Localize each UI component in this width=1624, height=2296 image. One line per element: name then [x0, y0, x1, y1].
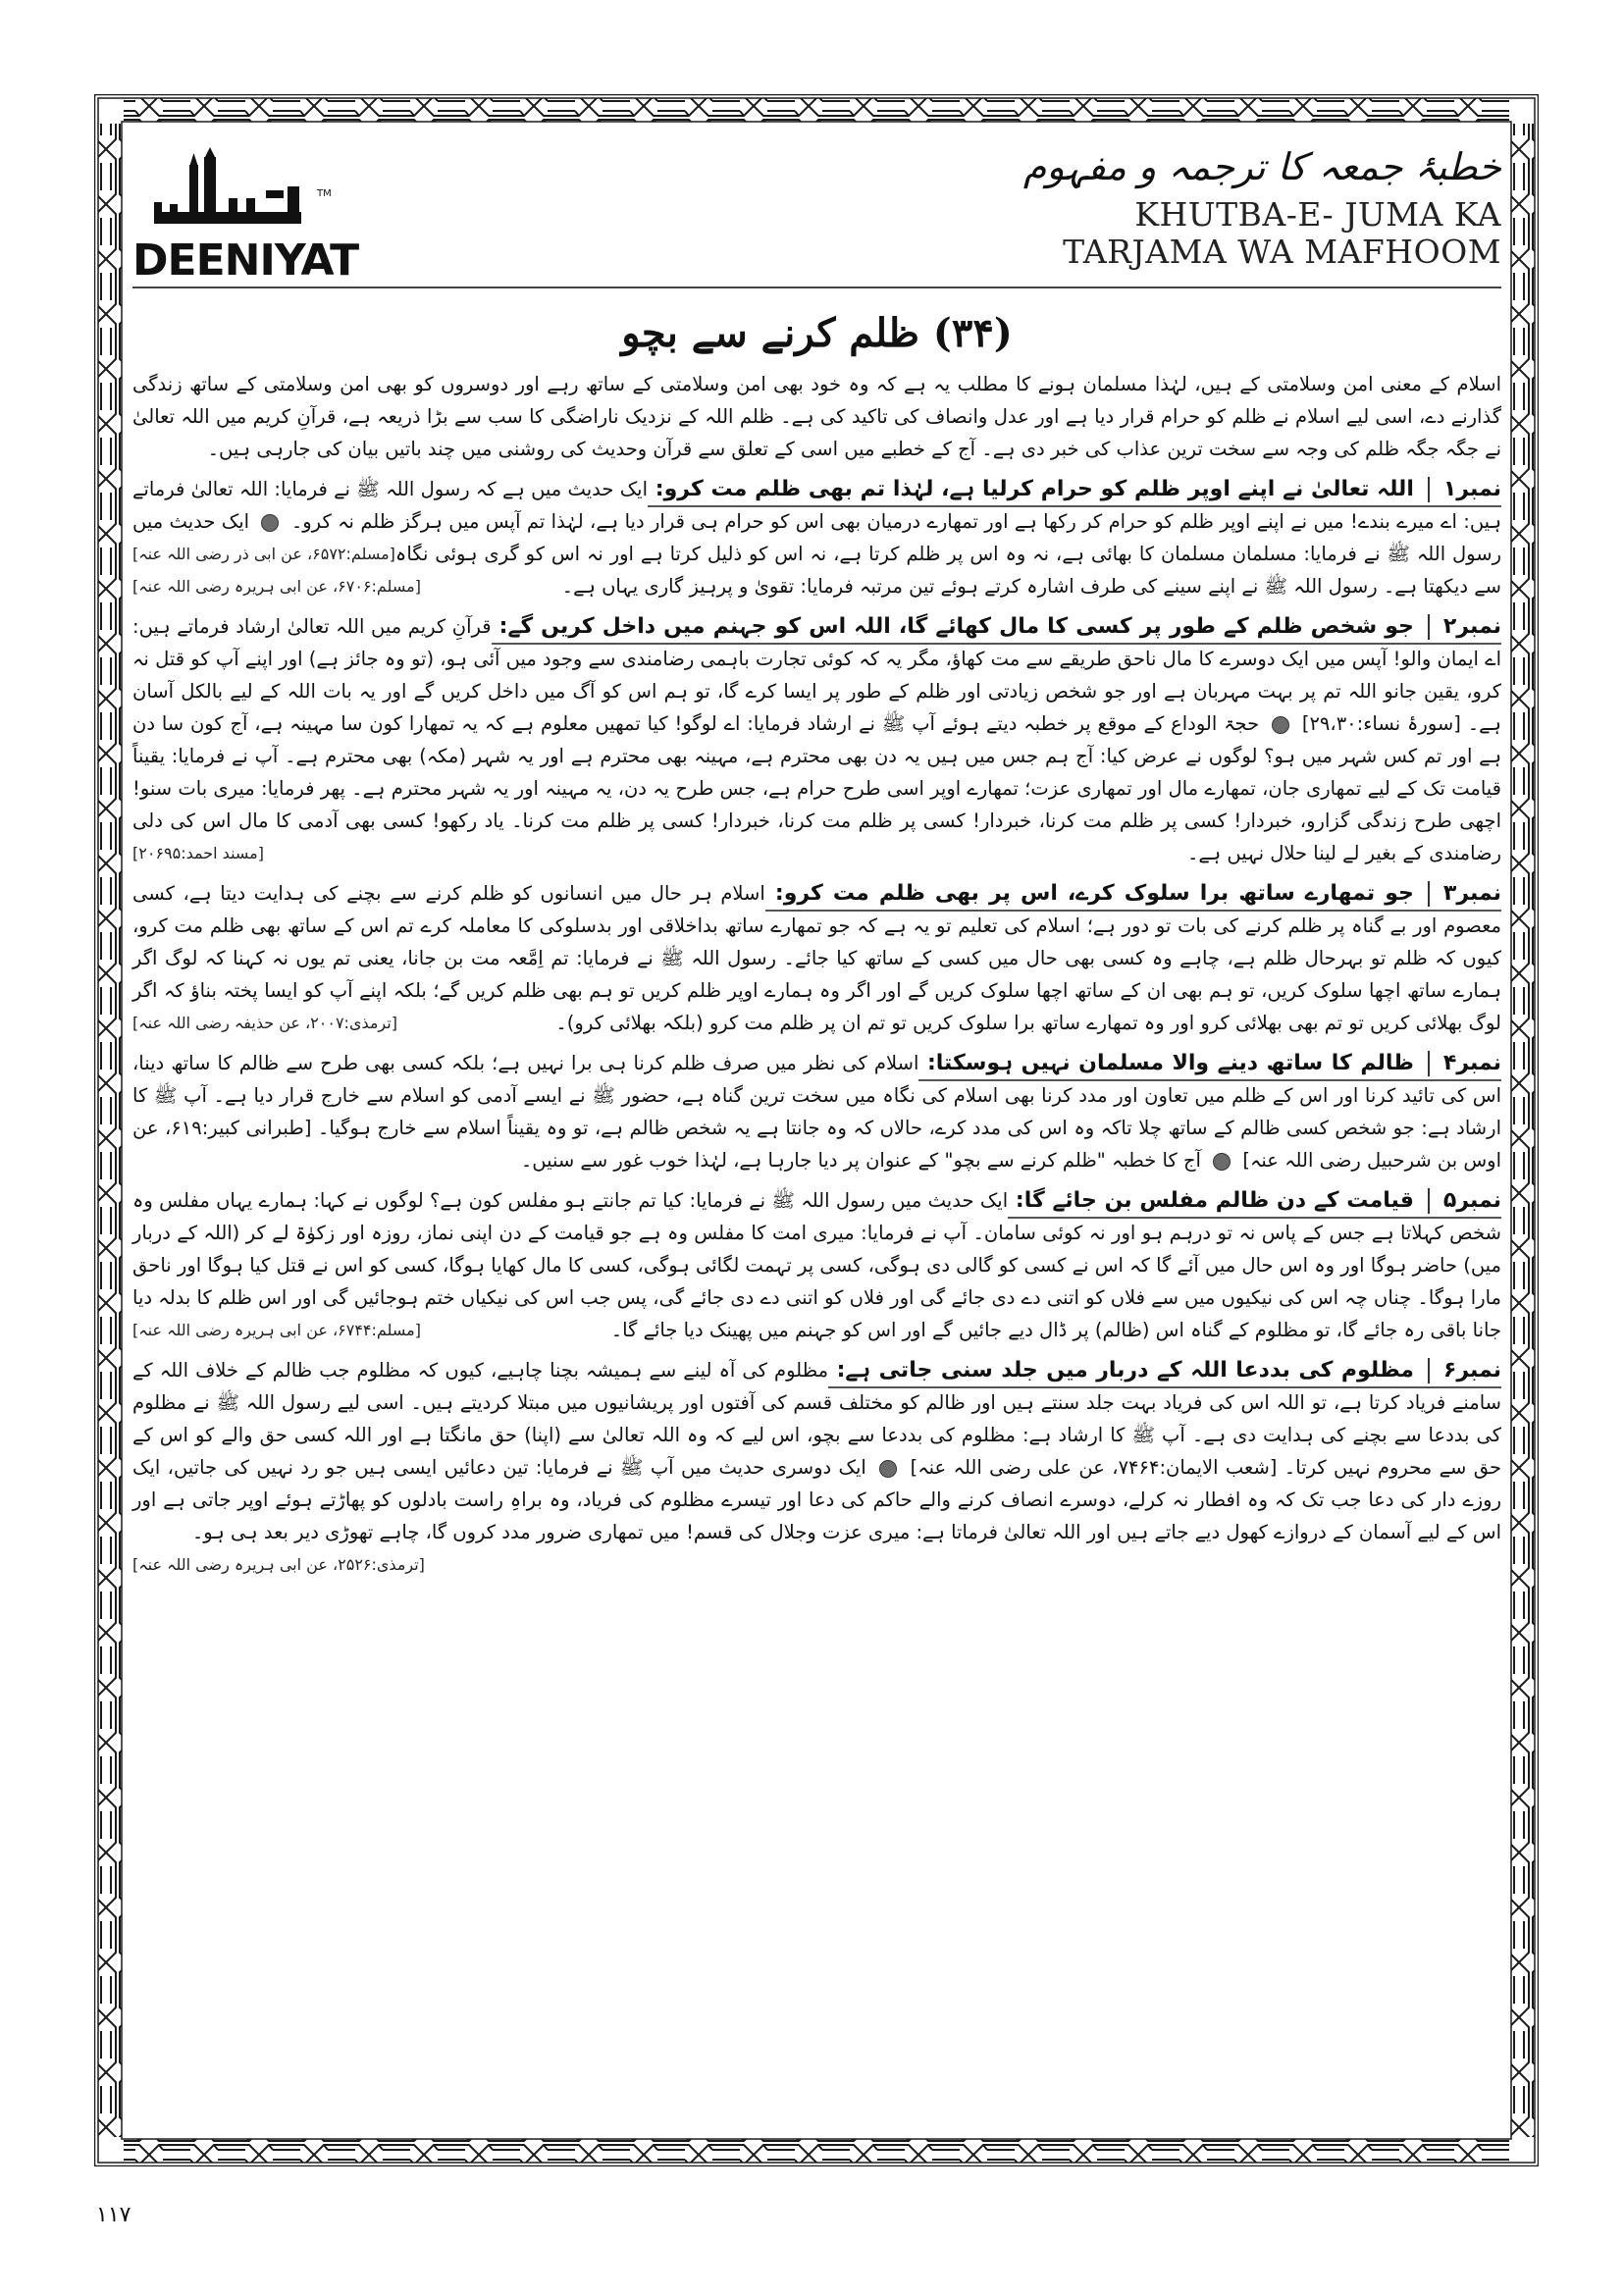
section-1	[132, 473, 1501, 602]
header-title-en-line2: TARJAMA WA MAFHOOM	[1063, 233, 1501, 271]
section-heading	[648, 477, 1501, 507]
section-3	[132, 877, 1501, 1039]
section-5	[132, 1184, 1501, 1346]
intro-paragraph: اسلام کے معنی امن وسلامتی کے ہیں، لہٰذا مسلمان ہونے کا مطلب یہ ہے کہ وہ خود بھی امن وسلامتی کے ساتھ رہے اور دوسروں کو بھی امن وسلامتی کے ساتھ زندگی گذارنے دے، اسی لیے اسلام نے ظلم کو حرام قرار دیا ہے اور عدل وانصاف کی تاکید کی ہے۔ ظلم اللہ کے نزدیک ناراضگی کا سب سے بڑا ذریعہ ہے، قرآنِ کریم میں اللہ تعالیٰ نے جگہ جگہ ظلم کی وجہ سے سخت ترین عذاب کی خبر دی ہے۔ آج کے خطبے میں اسی کے تعلق سے قرآن وحدیث کی روشنی میں چند باتیں بیان کی جارہی ہیں۔	[132, 373, 1501, 460]
section-heading-text: جو شخص ظلم کے طور پر کسی کا مال کھائے گا، اللہ اس کو جہنم میں داخل کریں گے:	[498, 614, 1414, 639]
separator-bar	[1428, 1051, 1430, 1076]
section-number: نمبر۲	[1442, 614, 1501, 639]
separator-bar	[1428, 614, 1430, 640]
section-text: مظلوم کی آہ لینے سے ہمیشہ بچنا چاہیے، کیوں کہ مظلوم جب ظالم کے خلاف اللہ کے سامنے فریاد کرتا ہے، تو اللہ اس کی فریاد بہت جلد سنتے ہیں اور ظالم کو مختلف قسم کی آفتوں اور پریشانیوں میں مبتلا کردیتے ہیں۔ اسی لیے رسول اللہ ﷺ نے مظلوم کی بددعا سے بچنے کی ہدایت دی ہے۔ آپ ﷺ کا ارشاد ہے: مظلوم کی بددعا سے بچو، اس لیے کہ وہ اللہ تعالیٰ سے (اپنا) حق مانگتا ہے اور اللہ کسی حق والے کو اس کے حق سے محروم نہیں کرتا۔	[132, 1359, 1502, 1479]
section-text: ایک حدیث میں ہے کہ رسول اللہ ﷺ نے فرمایا: اللہ تعالیٰ فرماتے ہیں: اے میرے بندے! میں نے اپنے اوپر ظلم کو حرام کر رکھا ہے اور تمھارے درمیان بھی اس کو حرام ہی قرار دیا ہے، لہٰذا تم آپس میں ہرگز ظلم نہ کرو۔	[132, 478, 1501, 533]
khutba-body	[132, 368, 1501, 1581]
citation: [مسلم:۶۷۴۴، عن ابی ہریرہ رضی اللہ عنہ]	[132, 1321, 421, 1339]
header-title-urdu: خطبۂ جمعہ کا ترجمہ و مفہوم	[1022, 145, 1501, 188]
page-number: ۱۱۷	[96, 2203, 131, 2227]
citation: [ترمذی:۲۰۰۷، عن حذیفہ رضی اللہ عنہ]	[132, 1014, 397, 1032]
section-number: نمبر۶	[1442, 1358, 1502, 1383]
section-heading-text: اللہ تعالیٰ نے اپنے اوپر ظلم کو حرام کرلیا ہے، لہٰذا تم بھی ظلم مت کرو:	[655, 477, 1414, 501]
section-number: نمبر۵	[1442, 1188, 1501, 1213]
trademark-symbol: TM	[317, 188, 332, 199]
separator-bar	[1428, 1188, 1430, 1214]
section-text: ایک دوسری حدیث میں آپ ﷺ نے فرمایا: تین دعائیں ایسی ہیں جو رد نہیں کی جاتیں، ایک روزے دار کی دعا جب تک کہ وہ افطار نہ کرلے، دوسرے انصاف کرنے والے حاکم کی دعا اور تیسرے مظلوم کی فریاد، وہ براہِ راست بادلوں کو پھاڑتے ہوئے اوپر جاتی ہے اور اس کے لیے آسمان کے دروازے کھول دیے جاتے ہیں اور اللہ تعالیٰ فرماتا ہے: میری عزت وجلال کی قسم! میں تمھاری ضرور مدد کروں گا، چاہے تھوڑی دیر بعد ہی ہو۔	[132, 1456, 1501, 1543]
section-text: اسلام ہر حال میں انسانوں کو ظلم کرنے سے بچنے کی ہدایت دیتا ہے، کسی معصوم اور بے گناہ پر ظلم کرنے کی بات تو دور ہے؛ اسلام کی تعلیم تو یہ ہے کہ جو تمھارے ساتھ بداخلاقی اور بدسلوکی کا معاملہ کرے تم اس کے ساتھ بھی ظلم مت کرو، کیوں کہ ظلم تو بہرحال ظلم ہے، چاہے وہ کسی بھی حال میں کسی کے ساتھ کیا جائے۔ رسول اللہ ﷺ نے فرمایا: تم اِمَّعہ مت بن جانا، یعنی تم یوں نہ کہنا کہ لوگ اگر ہمارے ساتھ اچھا سلوک کریں، تو ہم بھی ان کے ساتھ اچھا سلوک کریں گے اور اگر وہ ہمارے اوپر ظلم کریں تو ہم بھی ظلم کریں گے؛ بلکہ اپنے آپ کو ایسا پختہ بناؤ کہ اگر لوگ بھلائی کریں تو تم بھی بھلائی کرو اور وہ تمھارے ساتھ برا سلوک کریں تو تم ان پر ظلم مت کرو (بلکہ بھلائی کرو)۔	[132, 882, 1501, 1034]
section-text: اسلام کی نظر میں صرف ظلم کرنا ہی برا نہیں ہے؛ بلکہ کسی بھی طرح سے ظالم کا ساتھ دینا، اس کی تائید کرنا اور اس کے ظلم میں تعاون اور مدد کرنا بھی اسلام کی نگاہ میں سخت ترین گناہ ہے، حضور ﷺ نے ایسے آدمی کو اسلام سے خارج قرار دیا ہے۔ آپ ﷺ کا ارشاد ہے: جو شخص کسی ظالم کے ساتھ چلا تاکہ وہ اس کی مدد کرے، حالاں کہ وہ جانتا ہے یہ شخص ظالم ہے، تو وہ یقیناً اسلام سے خارج ہوگیا۔	[132, 1052, 1501, 1139]
section-heading-text: قیامت کے دن ظالم مفلس بن جائے گا:	[1015, 1188, 1414, 1213]
section-2	[132, 610, 1501, 869]
separator-bar	[1428, 477, 1430, 502]
section-text: قرآنِ کریم میں اللہ تعالیٰ ارشاد فرماتے ہیں: اے ایمان والو! آپس میں ایک دوسرے کا مال ناحق طریقے سے مت کھاؤ، مگر یہ کہ کوئی تجارت باہمی رضامندی سے وجود میں آئی ہو، (تو وہ جائز ہے) اور اپنے آپ کو قتل نہ کرو، یقین جانو اللہ تم پر بہت مہربان ہے اور جو شخص زیادتی اور ظلم کے طور پر ایسا کرے گا، تو ہم اس کو آگ میں داخل کریں گے اور یہ بات اللہ کے لیے بالکل آسان ہے۔	[132, 615, 1501, 735]
section-text: ایک حدیث میں رسول اللہ ﷺ نے فرمایا: مسلمان مسلمان کا بھائی ہے، نہ وہ اس پر ظلم کرتا ہے، نہ اس کو ذلیل کرتا ہے اور نہ اس کو گری ہوئی نگاہ سے دیکھتا ہے۔ رسول اللہ ﷺ نے اپنے سینے کی طرف اشارہ کرتے ہوئے تین مرتبہ فرمایا: تقویٰ و پرہیز گاری یہاں ہے۔	[132, 510, 1501, 598]
section-text: آج کا خطبہ "ظلم کرنے سے بچو" کے عنوان پر دیا جارہا ہے، لہٰذا خوب غور سے سنیں۔	[520, 1149, 1201, 1172]
bullet-icon	[1213, 1153, 1231, 1171]
page-header	[132, 118, 1501, 289]
section-heading	[918, 1051, 1501, 1081]
section-text: حجۃ الوداع کے موقع پر خطبہ دیتے ہوئے آپ ﷺ نے ارشاد فرمایا: اے لوگو! کیا تمھیں معلوم ہے کہ یہ تمھارا کون سا مہینہ ہے، آج کون سا دن ہے اور تم کس شہر میں ہو؟ لوگوں نے عرض کیا: آج ہم جس میں ہیں یہ دن بھی محترم ہے، مہینہ بھی محترم ہے اور یہ شہر (مکہ) بھی محترم ہے۔ آپ نے فرمایا: یقیناً قیامت تک کے لیے تمھاری جان، تمھارے مال اور تمھاری عزت؛ تمھارے اوپر اسی طرح حرام ہے، جس طرح یہ دن، یہ مہینہ اور یہ شہر محترم ہے۔ پھر فرمایا: میری بات سنو! اچھی طرح زندگی گزارو، خبردار! کسی پر ظلم مت کرنا، خبردار! کسی پر ظلم مت کرنا، خبردار! کسی پر ظلم مت کرنا۔ یاد رکھو! کسی بھی آدمی کا مال اس کی دلی رضامندی کے بغیر لے لینا حلال نہیں ہے۔	[132, 712, 1501, 864]
citation: [مسلم:۶۷۰۶، عن ابی ہریرہ رضی اللہ عنہ]	[132, 577, 421, 596]
logo-wordmark: DEENIYAT	[132, 235, 359, 286]
section-heading-text: جو تمھارے ساتھ برا سلوک کرے، اس پر بھی ظلم مت کرو:	[774, 881, 1414, 906]
section-number: نمبر۳	[1442, 881, 1501, 906]
section-heading-text: ظالم کا ساتھ دینے والا مسلمان نہیں ہوسکتا:	[926, 1051, 1414, 1075]
bullet-icon	[879, 1460, 897, 1478]
section-heading	[765, 881, 1501, 912]
section-6	[132, 1354, 1501, 1581]
section-4	[132, 1047, 1501, 1176]
section-heading	[828, 1358, 1501, 1388]
separator-bar	[1428, 881, 1430, 907]
citation: [مسند احمد:۲۰۶۹۵]	[132, 844, 264, 862]
section-number: نمبر۴	[1442, 1051, 1501, 1075]
bullet-icon	[261, 514, 279, 532]
section-heading	[1008, 1188, 1501, 1219]
section-heading-text: مظلوم کی بددعا اللہ کے دربار میں جلد سنی جاتی ہے:	[836, 1358, 1414, 1383]
page-content	[132, 118, 1501, 1581]
header-divider	[132, 287, 1501, 288]
section-heading	[492, 614, 1501, 645]
citation: [شعب الایمان:۷۴۶۴، عن علی رضی اللہ عنہ]	[910, 1456, 1278, 1479]
header-titles	[1023, 137, 1501, 271]
deeniyat-logo	[132, 147, 359, 286]
citation: [سورۂ نساء:۲۹،۳۰]	[1301, 712, 1461, 735]
citation: [ترمذی:۲۵۲۶، عن ابی ہریرہ رضی اللہ عنہ]	[132, 1555, 425, 1574]
citation: [مسلم:۶۵۷۲، عن ابی ذر رضی اللہ عنہ]	[132, 545, 395, 563]
header-title-en-line1: KHUTBA-E- JUMA KA	[1134, 195, 1501, 234]
section-number: نمبر۱	[1442, 477, 1501, 501]
citation: [طبرانی کبیر:۶۱۹، عن اوس بن شرحبیل رضی اللہ عنہ]	[132, 1117, 1501, 1172]
separator-bar	[1428, 1358, 1430, 1383]
minaret-logo-icon	[150, 147, 307, 235]
bullet-icon	[1272, 716, 1289, 734]
page-title: (۳۴) ظلم کرنے سے بچو	[621, 310, 1013, 356]
section-text: ایک حدیث میں رسول اللہ ﷺ نے فرمایا: کیا تم جانتے ہو مفلس کون ہے؟ لوگوں نے کہا: ہمارے یہاں مفلس وہ شخص کہلاتا ہے جس کے پاس نہ تو درہم ہو اور نہ کوئی سامان۔ آپ نے فرمایا: میری امت کا مفلس وہ ہے جو قیامت کے دن اپنی نماز، روزہ اور زکوٰۃ لے کر (اللہ کے دربار میں) حاضر ہوگا اور وہ اس حال میں آئے گا کہ اس نے کسی کو گالی دی ہوگی، کسی پر تہمت لگائی ہوگی، کسی کا مال کھایا ہوگا، کسی کو اس نے قتل کیا ہوگا اور ناحق مارا ہوگا۔ چناں چہ اس کی نیکیوں میں سے فلاں کو اتنی دے دی جائے گی اور فلاں کو اتنی دے دی جائے گی، پس جب اس کی نیکیاں ختم ہوجائیں گی اور اس ظلم کا بدلہ دیا جانا باقی رہ جائے گا، تو مظلوم کے گناہ اس (ظالم) پر ڈال دیے جائیں گے اور اس کو جہنم میں پھینک دیا جائے گا۔	[132, 1189, 1501, 1341]
